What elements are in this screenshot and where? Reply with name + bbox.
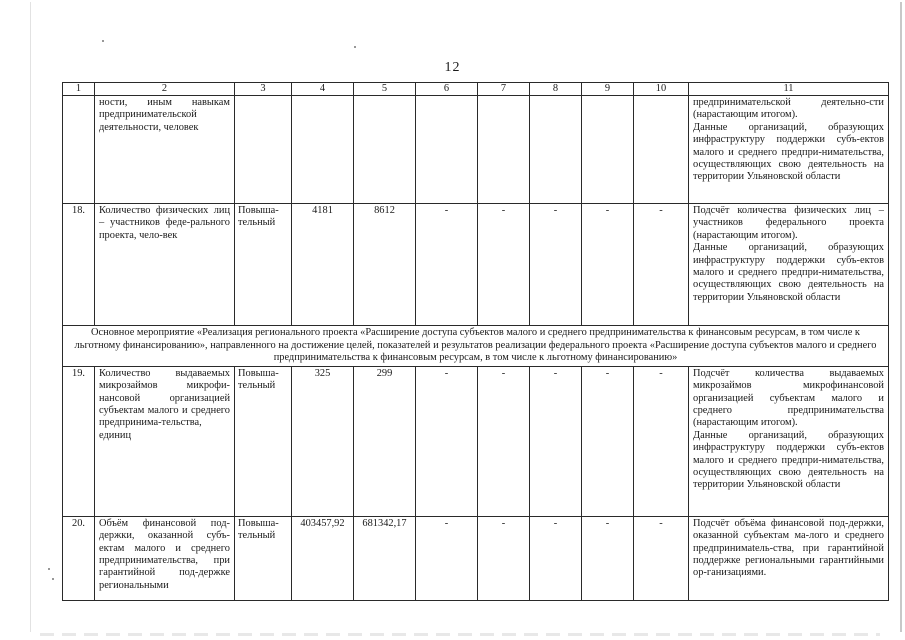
header-cell-10: 10: [634, 83, 689, 96]
value-col-7: -: [478, 516, 530, 600]
indicator-name: ности, иным навыкам предпринимательской деятельности, человек: [95, 96, 235, 204]
value-col-8: -: [530, 204, 582, 326]
value-col-9: -: [582, 516, 634, 600]
source-line: предпринимательской деятельно-сти (нарастающим итогом).: [693, 97, 884, 121]
table-row-19: [63, 366, 889, 516]
indicator-name: Количество физических лиц – участников феде-рального проекта, чело-век: [95, 204, 235, 326]
scan-artifact-strip: [40, 633, 880, 636]
value-col-7: [478, 96, 530, 204]
indicator-type: Повыша-тельный: [235, 204, 292, 326]
source-line: Подсчёт количества выдаваемых микрозаймов микрофинансовой организацией субъектам малого и среднего предпринимательства (нарастающим итогом).: [693, 367, 884, 429]
value-col-6: -: [416, 366, 478, 516]
value-col-10: -: [634, 366, 689, 516]
source-line: Данные организаций, образующих инфраструктуру поддержки субъ-ектов малого и среднего предпри-нимательства, осуществляющих свою деятельность на территории Ульяновской области: [693, 242, 884, 303]
indicator-type: Повыша-тельный: [235, 516, 292, 600]
value-col-8: [530, 96, 582, 204]
source-line: Данные организаций, образующих инфраструктуру поддержки субъ-ектов малого и среднего предпри-нимательства, осуществляющих свою деятельность на территории Ульяновской области: [693, 121, 884, 183]
source-description: [689, 204, 889, 326]
value-col-10: -: [634, 516, 689, 600]
value-col-6: [416, 96, 478, 204]
row-number: 20.: [63, 516, 95, 600]
value-col-7: -: [478, 204, 530, 326]
value-col-5: 681342,17: [354, 516, 416, 600]
indicators-table: [62, 82, 889, 601]
header-cell-4: 4: [292, 83, 354, 96]
page-number: 12: [444, 60, 461, 75]
header-cell-5: 5: [354, 83, 416, 96]
section-heading-row: [63, 326, 889, 367]
value-col-8: -: [530, 516, 582, 600]
row-number: 19.: [63, 366, 95, 516]
header-cell-7: 7: [478, 83, 530, 96]
table-row-18: [63, 204, 889, 326]
value-col-7: -: [478, 366, 530, 516]
indicator-name: Объём финансовой под-держки, оказанной субъ-ектам малого и среднего предпринимательства, при гарантийной под-держке региональными: [95, 516, 235, 600]
value-col-9: -: [582, 366, 634, 516]
header-cell-11: 11: [689, 83, 889, 96]
source-line: Подсчёт количества физических лиц – участников федерального проекта (нарастающим итогом).: [693, 205, 884, 241]
table-row-20: [63, 516, 889, 600]
value-col-9: [582, 96, 634, 204]
indicator-name: Количество выдаваемых микрозаймов микрофи-нансовой организацией субъектам малого и среднего предпринима-тельства, единиц: [95, 366, 235, 516]
value-col-5: [354, 96, 416, 204]
table-row-continuation: [63, 96, 889, 204]
value-col-8: -: [530, 366, 582, 516]
scan-speck: [102, 40, 104, 42]
indicator-type: [235, 96, 292, 204]
header-cell-6: 6: [416, 83, 478, 96]
value-col-10: -: [634, 204, 689, 326]
value-col-4: 325: [292, 366, 354, 516]
scan-speck: [52, 578, 54, 580]
header-cell-9: 9: [582, 83, 634, 96]
column-number-header: [63, 83, 889, 96]
source-description: [689, 516, 889, 600]
section-heading: Основное мероприятие «Реализация регионального проекта «Расширение доступа субъектов малого и среднего предпринимательства к финансовым ресурсам, в том числе к льготному финансированию», направленного на достижение целей, показателей и результатов реализации федерального проекта «Расширение доступа субъектов малого и среднего предпринимательства к финансовым ресурсам, в том числе к льготному финансированию»: [63, 326, 889, 367]
value-col-6: -: [416, 516, 478, 600]
value-col-6: -: [416, 204, 478, 326]
header-cell-1: 1: [63, 83, 95, 96]
source-line: Подсчёт объёма финансовой под-держки, оказанной субъектам ма-лого и среднего предпринимatель-ства, при гарантийной поддержке региональными гарантийными ор-ганизациями.: [693, 517, 884, 579]
value-col-9: -: [582, 204, 634, 326]
row-number: 18.: [63, 204, 95, 326]
scan-speck: [354, 46, 356, 48]
value-col-4: [292, 96, 354, 204]
scan-speck: [48, 568, 50, 570]
header-cell-3: 3: [235, 83, 292, 96]
value-col-4: 403457,92: [292, 516, 354, 600]
value-col-5: 8612: [354, 204, 416, 326]
value-col-5: 299: [354, 366, 416, 516]
source-description: [689, 366, 889, 516]
source-line: Данные организаций, образующих инфраструктуру поддержки субъ-ектов малого и среднего предпри-нимательства, осуществляющих свою деятельность на территории Ульяновской области: [693, 429, 884, 491]
source-description: [689, 96, 889, 204]
row-number: [63, 96, 95, 204]
value-col-4: 4181: [292, 204, 354, 326]
indicator-type: Повыша-тельный: [235, 366, 292, 516]
value-col-10: [634, 96, 689, 204]
header-cell-2: 2: [95, 83, 235, 96]
header-cell-8: 8: [530, 83, 582, 96]
